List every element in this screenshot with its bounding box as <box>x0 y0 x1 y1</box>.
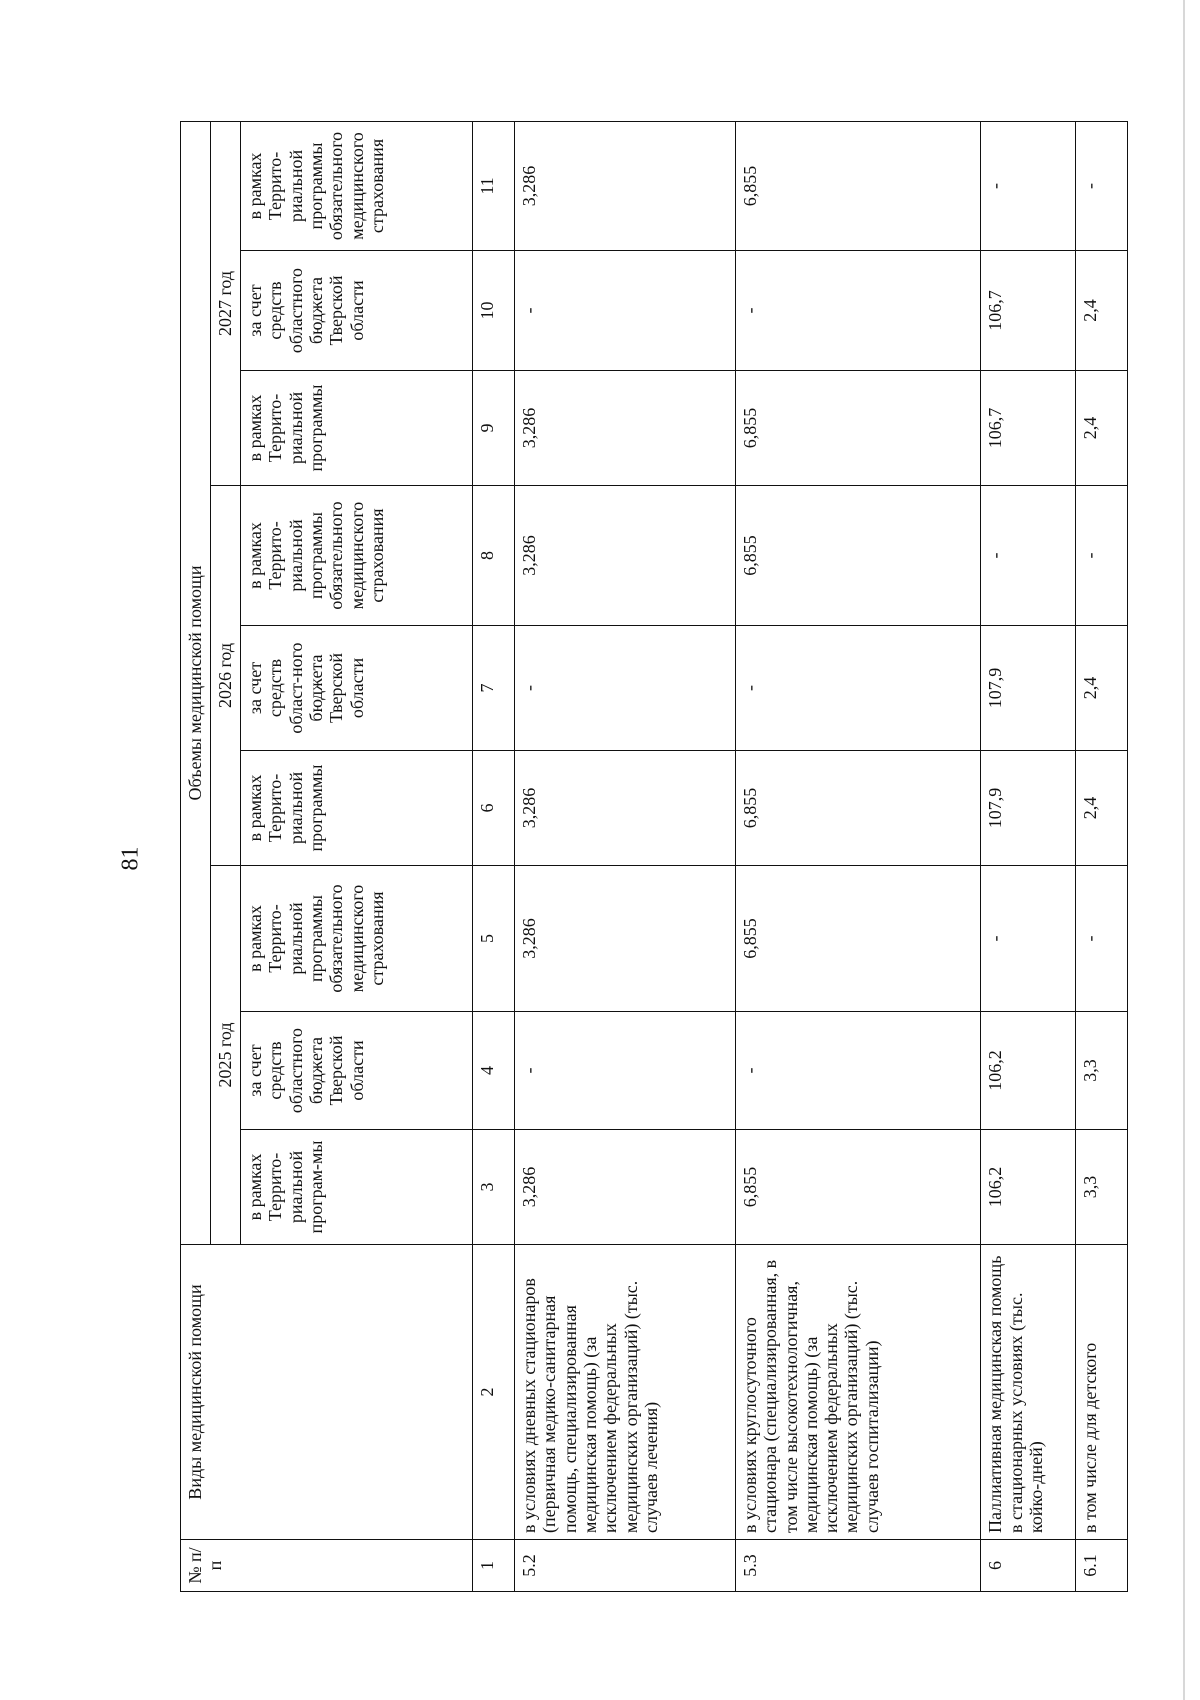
row-label: Паллиативная медицинская помощь в стационарных условиях (тыс. койко-дней) <box>981 1245 1076 1540</box>
row-value: - <box>515 626 736 751</box>
row-value: 2,4 <box>1076 626 1128 751</box>
subheader-2025-compulsory-insurance: в рамках Террито-риальной программы обязательного медицинского страхования <box>241 866 473 1012</box>
row-value: - <box>1076 121 1128 250</box>
row-value: 2,4 <box>1076 251 1128 371</box>
rotated-table-container <box>180 122 1128 1592</box>
row-value: - <box>735 626 981 751</box>
row-value: 3,286 <box>515 1130 736 1245</box>
row-value: 3,286 <box>515 751 736 866</box>
row-value: - <box>735 251 981 371</box>
header-kind: Виды медицинской помощи <box>181 1245 473 1540</box>
table-row <box>981 121 1076 1591</box>
row-value: 3,286 <box>515 486 736 626</box>
row-label: в том числе для детского <box>1076 1245 1128 1540</box>
row-label: в условиях круглосуточного стационара (специализированная, в том числе высокотехнологичная, медицинская помощь) (за исключением федеральных медицинских организаций) (тыс. случаев госпитализации) <box>735 1245 981 1540</box>
row-value: 3,286 <box>515 866 736 1012</box>
table-row <box>735 121 981 1591</box>
row-value: 6,855 <box>735 121 981 250</box>
row-value: 6,855 <box>735 371 981 486</box>
header-volumes: Объемы медицинской помощи <box>181 121 211 1244</box>
row-value: - <box>735 1012 981 1130</box>
scan-edge-line <box>1183 0 1185 1700</box>
row-value: - <box>515 251 736 371</box>
row-number: 6 <box>981 1540 1076 1592</box>
row-value: 2,4 <box>1076 371 1128 486</box>
column-number: 5 <box>473 866 515 1012</box>
row-value: - <box>981 121 1076 250</box>
row-value: - <box>515 1012 736 1130</box>
subheader-2027-territorial: в рамках Террито-риальной программы <box>241 371 473 486</box>
subheader-2026-regional-budget: за счет средств област-ного бюджета Тверской области <box>241 626 473 751</box>
row-value: 3,286 <box>515 121 736 250</box>
column-number: 6 <box>473 751 515 866</box>
row-value: 107,9 <box>981 751 1076 866</box>
subheader-2027-regional-budget: за счет средств областного бюджета Тверской области <box>241 251 473 371</box>
row-value: - <box>1076 486 1128 626</box>
row-number: 5.2 <box>515 1540 736 1592</box>
row-value: 106,7 <box>981 371 1076 486</box>
row-value: 3,3 <box>1076 1130 1128 1245</box>
subheader-2025-regional-budget: за счет средств областного бюджета Тверской области <box>241 1012 473 1130</box>
row-value: - <box>981 866 1076 1012</box>
row-label: в условиях дневных стационаров (первичная медико-санитарная помощь, специализированная медицинская помощь) (за исключением федеральных медицинских организаций) (тыс. случаев лечения) <box>515 1245 736 1540</box>
column-number: 4 <box>473 1012 515 1130</box>
row-number: 6.1 <box>1076 1540 1128 1592</box>
column-number: 11 <box>473 121 515 250</box>
column-number: 9 <box>473 371 515 486</box>
row-value: 6,855 <box>735 486 981 626</box>
row-value: 106,7 <box>981 251 1076 371</box>
header-number: № п/п <box>181 1540 473 1592</box>
row-value: 6,855 <box>735 1130 981 1245</box>
row-value: 6,855 <box>735 866 981 1012</box>
subheader-2026-compulsory-insurance: в рамках Террито-риальной программы обязательного медицинского страхования <box>241 486 473 626</box>
medical-volume-table <box>180 121 1128 1592</box>
row-value: 3,286 <box>515 371 736 486</box>
row-value: - <box>1076 866 1128 1012</box>
table-row <box>1076 121 1128 1591</box>
row-value: 106,2 <box>981 1130 1076 1245</box>
column-number: 8 <box>473 486 515 626</box>
row-value: 2,4 <box>1076 751 1128 866</box>
column-number: 3 <box>473 1130 515 1245</box>
row-value: 3,3 <box>1076 1012 1128 1130</box>
row-value: 106,2 <box>981 1012 1076 1130</box>
header-year-2025: 2025 год <box>211 866 241 1245</box>
header-year-2026: 2026 год <box>211 486 241 866</box>
subheader-2027-compulsory-insurance: в рамках Террито-риальной программы обязательного медицинского страхования <box>241 121 473 250</box>
column-number: 10 <box>473 251 515 371</box>
row-number: 5.3 <box>735 1540 981 1592</box>
column-number: 1 <box>473 1540 515 1592</box>
page-number: 81 <box>117 846 144 871</box>
row-value: - <box>981 486 1076 626</box>
row-value: 107,9 <box>981 626 1076 751</box>
subheader-2026-territorial: в рамках Террито-риальной программы <box>241 751 473 866</box>
row-value: 6,855 <box>735 751 981 866</box>
table-row <box>515 121 736 1591</box>
subheader-2025-territorial: в рамках Террито-риальной програм-мы <box>241 1130 473 1245</box>
column-number: 7 <box>473 626 515 751</box>
header-year-2027: 2027 год <box>211 121 241 485</box>
column-number: 2 <box>473 1245 515 1540</box>
